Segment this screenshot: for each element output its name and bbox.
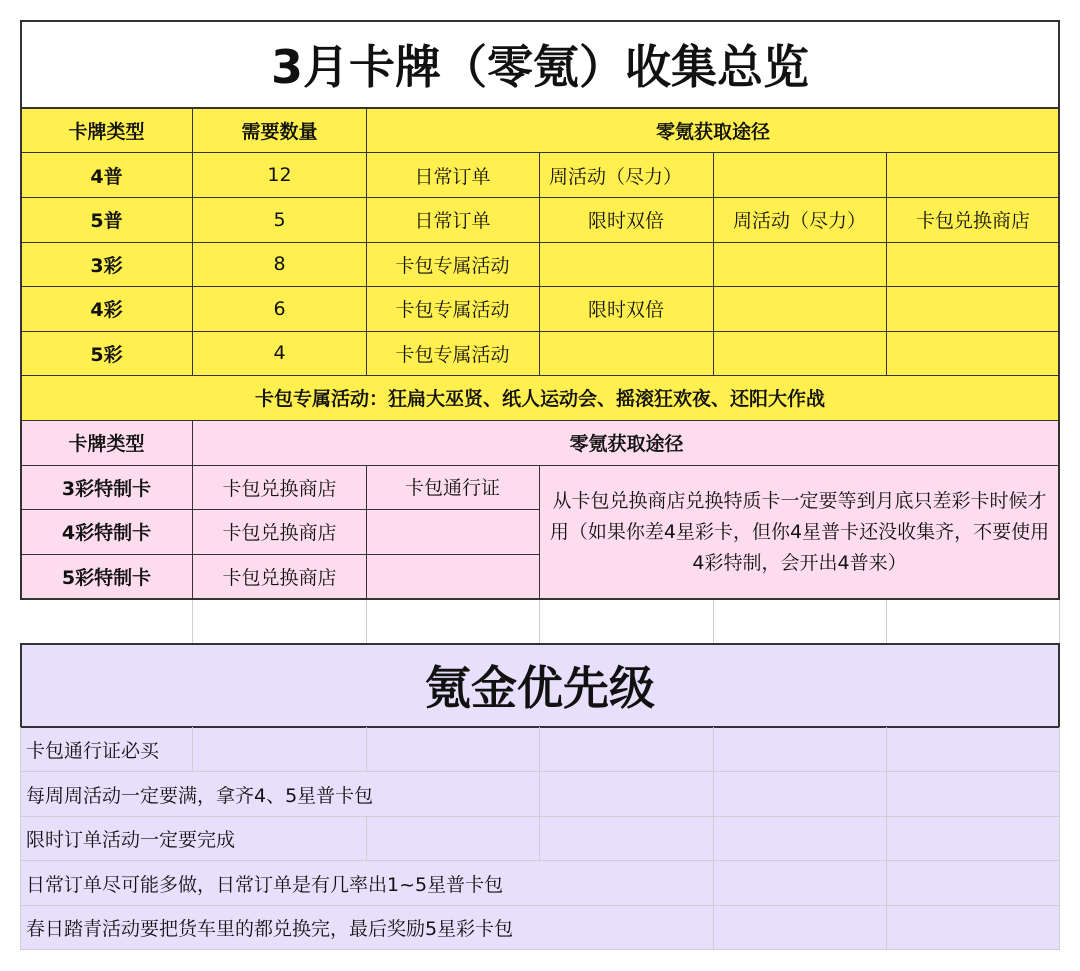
special-card-type: 5彩特制卡 [20,554,193,599]
row-source-3 [713,286,886,331]
divider [539,465,540,599]
priority-item: 春日踏青活动要把货车里的都兑换完，最后奖励5星彩卡包 [20,905,1060,950]
divider [366,727,367,772]
row-source-4 [886,153,1060,197]
row-source-1: 卡包专属活动 [366,286,539,331]
divider [20,20,1060,22]
special-source-1: 卡包兑换商店 [193,465,366,509]
divider [366,600,367,643]
divider [713,153,714,375]
header-source: 零氪获取途径 [193,420,1060,465]
divider [886,600,887,643]
divider [20,643,1060,645]
divider [20,152,1060,153]
row-type: 3彩 [20,242,193,286]
divider [1058,643,1060,727]
divider [20,465,1060,466]
row-source-2: 限时双倍 [539,197,713,242]
row-type: 4彩 [20,286,193,331]
divider [20,286,1060,287]
divider [20,554,539,555]
row-source-2 [539,331,713,375]
divider [886,727,887,950]
divider [192,600,193,643]
divider [539,600,540,643]
divider [20,420,1060,421]
divider [20,331,1060,332]
priority-item: 每周周活动一定要满，拿齐4、5星普卡包 [20,772,1060,816]
row-source-4 [886,286,1060,331]
divider [20,860,1060,861]
row-source-4 [886,242,1060,286]
row-source-3 [713,153,886,197]
blank-row [20,599,1060,643]
special-card-tip: 从卡包兑换商店兑换特质卡一定要等到月底只差彩卡时候才用（如果你差4星彩卡，但你4星普卡还没收集齐，不要使用4彩特制，会开出4普来） [539,465,1060,599]
row-count: 4 [193,331,366,375]
divider [366,108,367,375]
divider [20,107,1060,109]
header-source: 零氪获取途径 [366,108,1060,153]
exclusive-activity-note: 卡包专属活动：狂扁大巫贤、纸人运动会、摇滚狂欢夜、还阳大作战 [20,375,1060,420]
divider [20,726,1060,728]
row-count: 12 [193,153,366,197]
divider [713,727,714,950]
divider [20,375,1060,376]
row-source-4: 卡包兑换商店 [886,197,1060,242]
row-source-4 [886,331,1060,375]
divider [20,643,22,727]
divider [539,727,540,861]
special-source-2 [366,509,539,554]
row-type: 4普 [20,153,193,197]
row-source-3 [713,242,886,286]
row-source-3: 周活动（尽力） [713,197,886,242]
divider [20,816,1060,817]
row-source-1: 卡包专属活动 [366,242,539,286]
special-source-2 [366,554,539,599]
divider [1059,600,1060,643]
divider [192,727,193,772]
priority-title: 氪金优先级 [20,643,1060,727]
row-count: 5 [193,197,366,242]
special-source-2: 卡包通行证 [366,465,539,509]
divider [20,509,539,510]
divider [192,108,193,375]
divider [20,727,21,950]
special-card-type: 3彩特制卡 [20,465,193,509]
header-card-type: 卡牌类型 [20,108,193,153]
page-title: 3月卡牌（零氪）收集总览 [20,20,1060,108]
divider [20,949,1060,950]
special-source-1: 卡包兑换商店 [193,509,366,554]
divider [20,771,1060,772]
priority-item: 限时订单活动一定要完成 [20,816,1060,861]
row-source-2 [539,242,713,286]
row-source-3 [713,331,886,375]
divider [886,153,887,375]
row-source-1: 日常订单 [366,197,539,242]
row-source-2: 限时双倍 [539,286,713,331]
row-type: 5彩 [20,331,193,375]
row-source-1: 卡包专属活动 [366,331,539,375]
header-count: 需要数量 [193,108,366,153]
divider [20,242,1060,243]
divider [713,600,714,643]
priority-item: 日常订单尽可能多做，日常订单是有几率出1~5星普卡包 [20,861,1060,905]
special-source-1: 卡包兑换商店 [193,554,366,599]
divider [20,905,1060,906]
row-count: 8 [193,242,366,286]
divider [20,598,1060,600]
row-source-2: 周活动（尽力） [539,153,713,197]
divider [366,816,367,861]
divider [366,465,367,599]
priority-item: 卡包通行证必买 [20,727,1060,772]
divider [539,153,540,375]
row-count: 6 [193,286,366,331]
divider [20,197,1060,198]
divider [1059,727,1060,950]
row-source-1: 日常订单 [366,153,539,197]
row-type: 5普 [20,197,193,242]
divider [192,420,193,599]
special-card-type: 4彩特制卡 [20,509,193,554]
header-card-type: 卡牌类型 [20,420,193,465]
